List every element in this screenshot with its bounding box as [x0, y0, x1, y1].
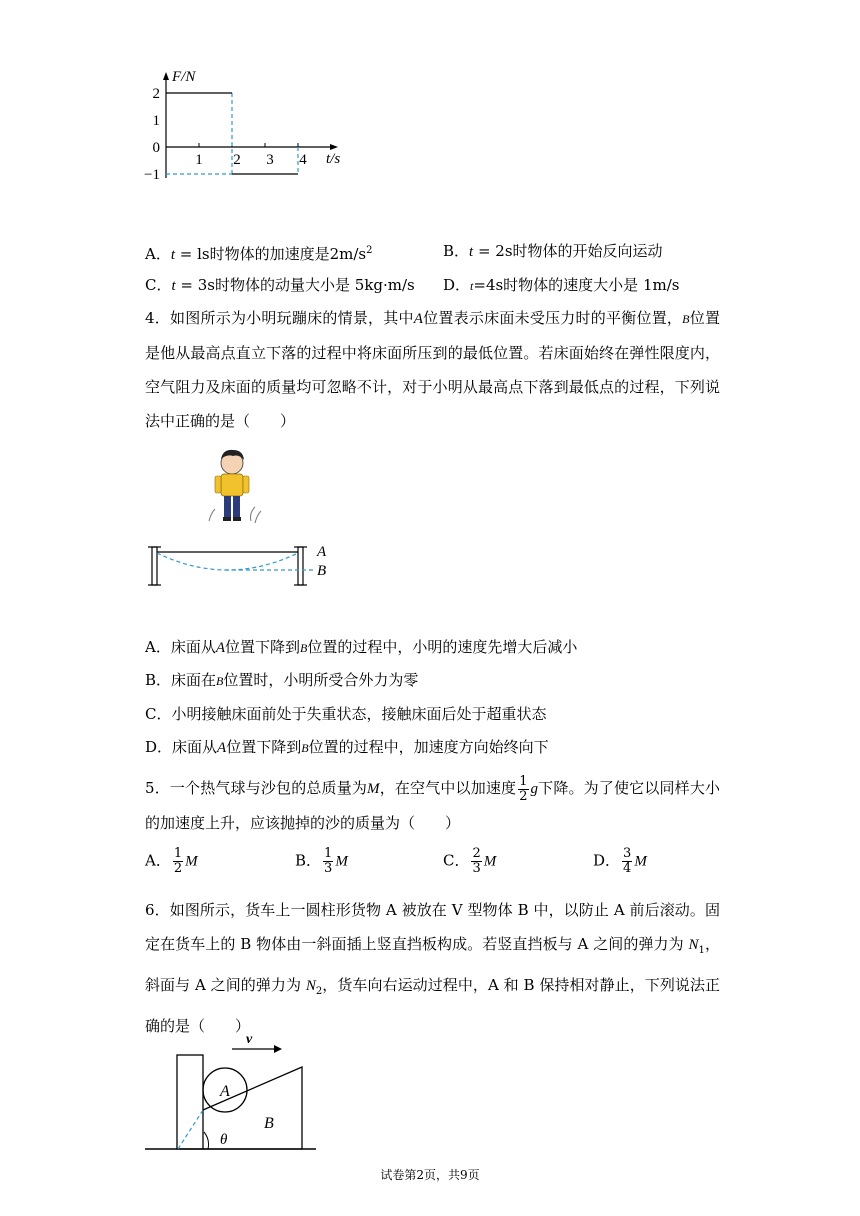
option-text: 床面从	[170, 638, 216, 656]
var-M: M	[367, 781, 380, 797]
subscript: 1	[698, 945, 705, 956]
var-N2: N	[305, 978, 316, 994]
bed-curve-dashed	[157, 553, 298, 570]
vertical-board	[177, 1055, 203, 1149]
q5-option-b[interactable]	[295, 847, 348, 876]
angle-arc	[204, 1132, 208, 1149]
q5-option-a[interactable]	[145, 847, 198, 876]
option-text: 床面从	[172, 738, 218, 756]
label-v: v	[246, 1032, 253, 1047]
stem-text: 5．一个热气球与沙包的总质量为	[145, 779, 368, 797]
var-M: M	[185, 853, 198, 870]
var-N1: N	[688, 937, 699, 953]
y-tick-label: 0	[152, 140, 160, 156]
denominator: 2	[519, 788, 528, 804]
numerator: 3	[623, 846, 632, 861]
stem-text: ，斜面与 A 之间的弹力为	[145, 935, 720, 994]
q3-option-b[interactable]	[443, 241, 663, 262]
force-time-graph	[140, 66, 360, 191]
option-letter: B．	[295, 851, 322, 870]
v-block-figure	[140, 1028, 330, 1158]
stem-text: 4．如图所示为小明玩蹦床的情景，其中	[145, 309, 414, 327]
var-M: M	[335, 853, 348, 870]
var-B: B	[300, 641, 308, 655]
arrow-head-icon	[274, 1045, 282, 1053]
option-letter: C．	[145, 276, 172, 294]
label-A: A	[317, 544, 327, 560]
option-text: 小明接触床面前处于失重状态，接触床面后处于超重状态	[171, 705, 547, 723]
y-axis-label: F/N	[172, 69, 196, 85]
label-A: A	[220, 1083, 230, 1100]
stem-text: 位置是他从最高点直立下落的过程中将床面所压到的最低位置。若床面始终在弹性限度内，空气阻力及床面的质量均可忽略不计，对于小明从最高点下落到最低点的过程，下列说法中正确的是（ ）	[145, 309, 720, 430]
page-footer: 试卷第2页，共9页	[380, 1168, 480, 1182]
var-A: A	[217, 740, 227, 756]
denominator: 3	[472, 861, 481, 876]
q5-stem	[145, 771, 720, 840]
q4-option-b[interactable]	[145, 670, 418, 691]
x-axis-label: t/s	[326, 151, 341, 167]
option-letter: C．	[443, 851, 470, 870]
q4-option-a[interactable]	[145, 637, 577, 658]
fraction	[173, 847, 183, 876]
q5-option-c[interactable]	[443, 847, 496, 876]
option-letter: A．	[145, 851, 171, 870]
option-text: 床面在	[171, 671, 217, 689]
trampoline-frame	[148, 547, 307, 585]
stem-text: ，货车向右运动过程中，A 和 B 保持相对静止，下列说法正确的是（ ）	[145, 976, 721, 1035]
var-B: B	[682, 312, 690, 326]
boy-figure	[209, 450, 261, 523]
option-text: = ls时物体的加速度是2m/s	[175, 245, 367, 263]
denominator: 2	[173, 861, 183, 876]
y-axis-arrow-icon	[163, 72, 169, 80]
var-M: M	[483, 853, 497, 870]
var-B: B	[301, 741, 309, 755]
fraction	[518, 775, 528, 804]
var-A: A	[413, 311, 423, 327]
label-B: B	[317, 563, 327, 579]
x-tick-label: 2	[233, 152, 241, 168]
option-letter: B．	[443, 242, 470, 260]
x-tick-label: 4	[299, 152, 307, 168]
q4-option-d[interactable]	[145, 737, 549, 758]
option-letter: D．	[593, 851, 621, 870]
option-text: = 2s时物体的开始反向运动	[473, 242, 663, 260]
y-tick-label: 1	[152, 113, 160, 129]
option-text: =4s时物体的速度大小是 1m/s	[473, 276, 680, 294]
y-tick-label: 2	[152, 86, 160, 102]
x-tick-label: 1	[195, 152, 203, 168]
fraction	[622, 847, 632, 876]
numerator: 1	[519, 773, 528, 789]
incline-block	[203, 1067, 302, 1149]
option-text: 位置下降到	[225, 638, 301, 656]
q5-option-d[interactable]	[593, 847, 647, 876]
x-tick-label: 3	[266, 152, 274, 168]
q3-option-a[interactable]	[145, 241, 373, 265]
trampoline-figure	[145, 445, 345, 595]
option-text: 位置时，小明所受合外力为零	[223, 671, 419, 689]
option-letter: D．	[145, 738, 173, 756]
var-B: B	[216, 674, 224, 688]
y-tick-label: −1	[144, 167, 160, 183]
fraction	[471, 847, 481, 876]
option-letter: A．	[145, 638, 171, 656]
q3-option-c[interactable]	[145, 275, 415, 296]
stem-text: 下降。为了使它以同样大小的加速度上升，应该抛掉的沙的质量为（ ）	[145, 779, 720, 832]
q4-stem	[145, 301, 720, 438]
stem-text: ，在空气中以加速度	[379, 779, 517, 797]
stem-text: 位置表示床面未受压力时的平衡位置，	[422, 309, 683, 327]
option-text: 位置的过程中，加速度方向始终向下	[308, 738, 549, 756]
var-t: t	[469, 244, 474, 260]
q4-option-c[interactable]	[145, 704, 547, 724]
fraction	[323, 847, 333, 876]
option-letter: D．	[443, 276, 471, 294]
x-axis-arrow-icon	[330, 144, 338, 150]
numerator: 1	[324, 846, 333, 861]
denominator: 3	[324, 861, 333, 876]
q3-option-d[interactable]	[443, 275, 679, 296]
stem-text: 6．如图所示，货车上一圆柱形货物 A 被放在 V 型物体 B 中，以防止 A 前后滚动。固定在货车上的 B 物体由一斜面插上竖直挡板构成。若竖直挡板与 A 之间的弹力为	[145, 901, 720, 953]
label-theta: θ	[220, 1132, 228, 1148]
denominator: 4	[623, 861, 632, 876]
var-t: t	[171, 278, 176, 294]
var-t: t	[470, 279, 474, 293]
var-M: M	[634, 853, 647, 870]
var-g: g	[530, 781, 538, 797]
option-text: 位置下降到	[226, 738, 302, 756]
label-B: B	[264, 1115, 274, 1132]
var-t: t	[170, 247, 176, 263]
numerator: 1	[173, 846, 183, 861]
q6-stem	[145, 893, 720, 1043]
option-text: 位置的过程中，小明的速度先增大后减小	[307, 638, 578, 656]
option-letter: C．	[145, 705, 172, 723]
subscript: 2	[315, 986, 323, 997]
incline-extension-dashed	[178, 1110, 203, 1149]
numerator: 2	[472, 846, 481, 861]
option-letter: B．	[145, 671, 172, 689]
option-letter: A．	[145, 245, 171, 263]
var-A: A	[215, 640, 226, 656]
option-text: = 3s时物体的动量大小是 5kg·m/s	[175, 276, 415, 294]
superscript: 2	[366, 245, 373, 256]
